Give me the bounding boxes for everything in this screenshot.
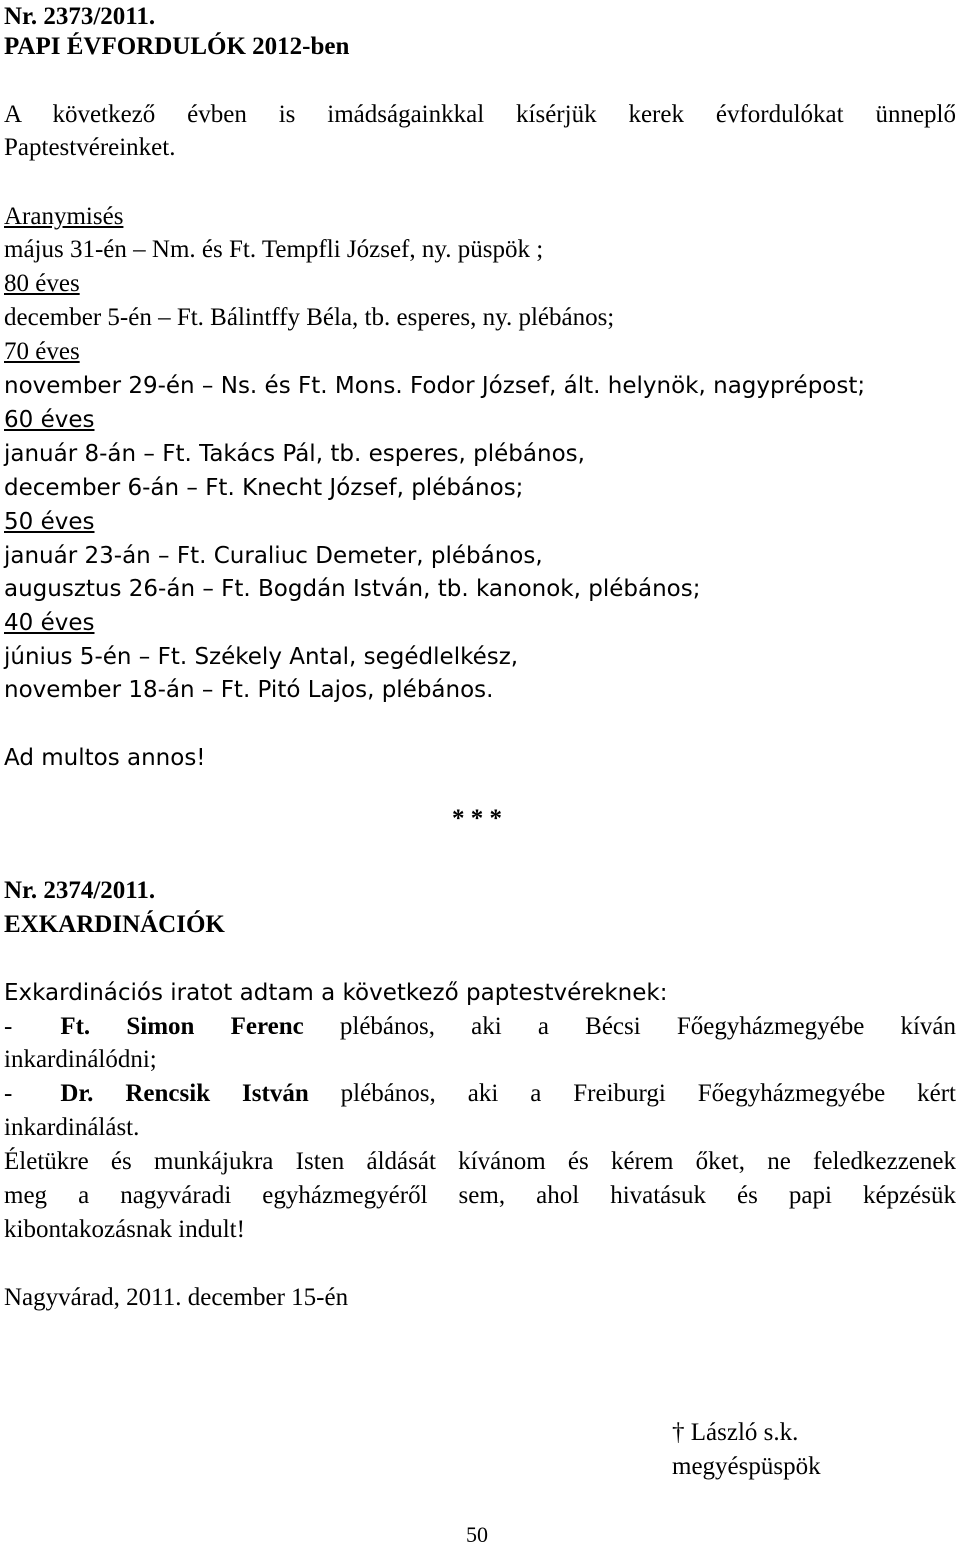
signature-name: † László s.k. bbox=[672, 1419, 799, 1446]
closing-wish: Ad multos annos! bbox=[4, 745, 206, 771]
clergy-title: Ft. bbox=[60, 1013, 91, 1040]
anniversary-entry: december 6-án – Ft. Knecht József, plébános; bbox=[4, 475, 524, 501]
intro-line: Paptestvéreinket. bbox=[4, 134, 176, 161]
section-separator: * * * bbox=[452, 805, 502, 832]
list-item-continuation: inkardinálódni; bbox=[4, 1046, 157, 1073]
list-item bbox=[4, 1012, 956, 1042]
list-dash: - bbox=[4, 1013, 13, 1040]
item-description: plébános, aki a Freiburgi Főegyházmegyébe kért bbox=[340, 1080, 956, 1107]
section-title: PAPI ÉVFORDULÓK 2012-ben bbox=[4, 33, 350, 60]
blessing-line: meg a nagyváradi egyházmegyéről sem, ahol hivatásuk és papi képzésük bbox=[4, 1182, 956, 1209]
blessing-line: Életükre és munkájukra Isten áldását kívánom és kérem őket, ne feledkezzenek bbox=[4, 1148, 956, 1175]
decree-number: Nr. 2373/2011. bbox=[4, 3, 156, 30]
place-date: Nagyvárad, 2011. december 15-én bbox=[4, 1284, 349, 1311]
anniversary-heading: Aranymisés bbox=[4, 203, 124, 230]
list-item bbox=[4, 1079, 956, 1109]
item-description: plébános, aki a Bécsi Főegyházmegyébe kíván bbox=[339, 1013, 956, 1040]
list-dash: - bbox=[4, 1080, 13, 1107]
clergy-name: Simon Ferenc bbox=[126, 1013, 304, 1040]
blessing-line: kibontakozásnak indult! bbox=[4, 1216, 245, 1243]
page-number: 50 bbox=[466, 1522, 488, 1547]
signature-role: megyéspüspök bbox=[672, 1453, 821, 1480]
anniversary-entry: május 31-én – Nm. és Ft. Tempfli József, ny. püspök ; bbox=[4, 236, 544, 263]
intro-line: Exkardinációs iratot adtam a következő paptestvéreknek: bbox=[4, 980, 668, 1006]
anniversary-entry: november 18-án – Ft. Pitó Lajos, plébános. bbox=[4, 677, 494, 703]
clergy-title: Dr. bbox=[60, 1080, 94, 1107]
anniversary-entry: augusztus 26-án – Ft. Bogdán István, tb. kanonok, plébános; bbox=[4, 576, 701, 602]
section-title: EXKARDINÁCIÓK bbox=[4, 911, 225, 938]
anniversary-entry: június 5-én – Ft. Székely Antal, segédlelkész, bbox=[4, 644, 519, 670]
anniversary-heading: 50 éves bbox=[4, 509, 95, 535]
anniversary-heading: 70 éves bbox=[4, 338, 80, 365]
anniversary-heading: 80 éves bbox=[4, 270, 80, 297]
anniversary-entry: január 23-án – Ft. Curaliuc Demeter, plébános, bbox=[4, 543, 543, 569]
anniversary-heading: 40 éves bbox=[4, 610, 95, 636]
decree-number: Nr. 2374/2011. bbox=[4, 877, 156, 904]
anniversary-entry: január 8-án – Ft. Takács Pál, tb. esperes, plébános, bbox=[4, 441, 585, 467]
anniversary-heading: 60 éves bbox=[4, 407, 95, 433]
clergy-name: Rencsik István bbox=[125, 1080, 309, 1107]
anniversary-entry: december 5-én – Ft. Bálintffy Béla, tb. esperes, ny. plébános; bbox=[4, 304, 615, 331]
list-item-continuation: inkardinálást. bbox=[4, 1114, 140, 1141]
anniversary-entry: november 29-én – Ns. és Ft. Mons. Fodor József, ált. helynök, nagyprépost; bbox=[4, 373, 866, 399]
intro-line: A következő évben is imádságainkkal kísérjük kerek évfordulókat ünneplő bbox=[4, 101, 956, 128]
